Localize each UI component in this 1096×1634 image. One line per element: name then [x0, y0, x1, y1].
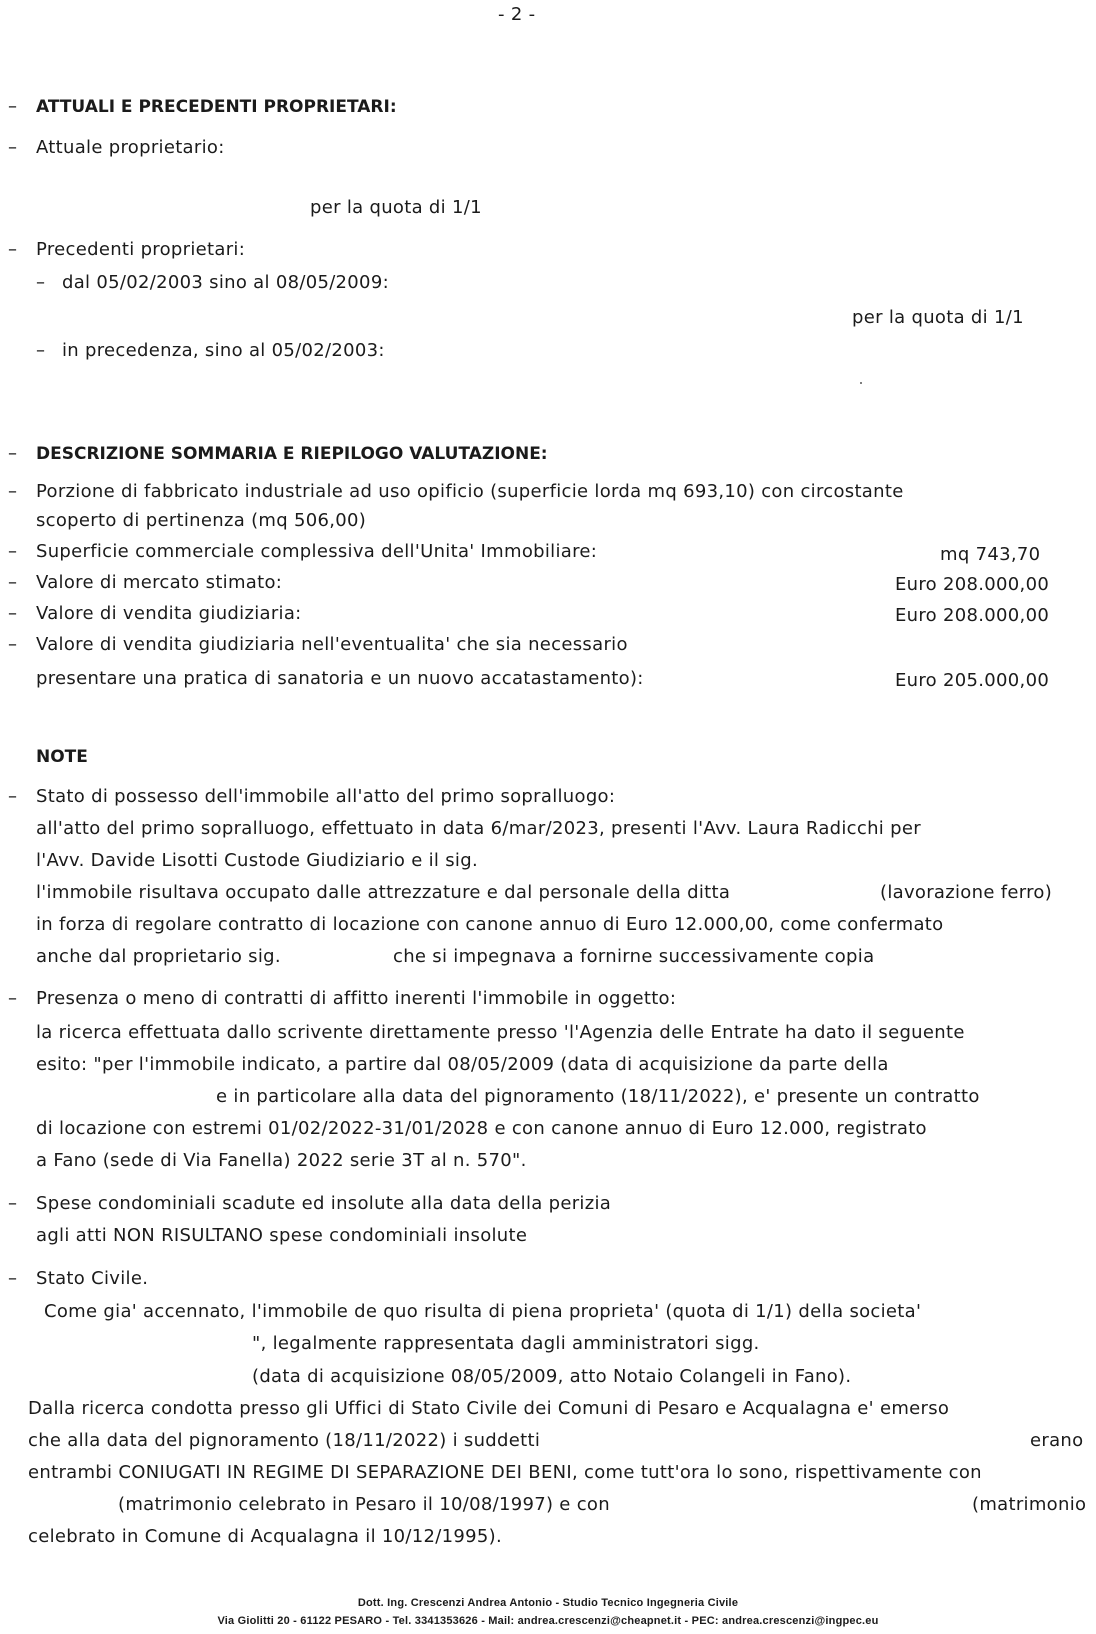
area-value: mq 743,70: [940, 544, 1041, 565]
civil-line-3: (data di acquisizione 08/05/2009, atto Notaio Colangeli in Fano).: [252, 1366, 852, 1387]
possession-line-4: in forza di regolare contratto di locazione con canone annuo di Euro 12.000,00, come confermato: [36, 914, 944, 935]
current-owner-label: Attuale proprietario:: [36, 137, 225, 158]
possession-line-5b: che si impegnava a fornirne successivamente copia: [393, 946, 875, 967]
judicial-value-2-line-1: Valore di vendita giudiziaria nell'eventualita' che sia necessario: [36, 634, 628, 655]
civil-status-label: Stato Civile.: [36, 1268, 149, 1289]
civil-line-8: celebrato in Comune di Acqualagna il 10/12/1995).: [28, 1526, 502, 1547]
lease-line-5: a Fano (sede di Via Fanella) 2022 serie 3T al n. 570".: [36, 1150, 527, 1171]
civil-line-7a: (matrimonio celebrato in Pesaro il 10/08/1997) e con: [118, 1494, 610, 1515]
owner-period-1: dal 05/02/2003 sino al 08/05/2009:: [62, 272, 389, 293]
condo-label: Spese condominiali scadute ed insolute alla data della perizia: [36, 1193, 612, 1214]
scan-speck: [860, 382, 862, 384]
possession-line-5a: anche dal proprietario sig.: [36, 946, 281, 967]
owner-period-1-share: per la quota di 1/1: [852, 307, 1024, 328]
bullet-dash: –: [8, 541, 17, 562]
bullet-dash: –: [8, 572, 17, 593]
judicial-value-2-line-2: presentare una pratica di sanatoria e un nuovo accatastamento):: [36, 668, 644, 689]
bullet-dash: –: [36, 272, 45, 293]
bullet-dash: –: [8, 239, 17, 260]
area-label: Superficie commerciale complessiva dell'Unita' Immobiliare:: [36, 541, 598, 562]
lease-line-2: esito: "per l'immobile indicato, a partire dal 08/05/2009 (data di acquisizione da parte della: [36, 1054, 889, 1075]
civil-line-5a: che alla data del pignoramento (18/11/2022) i suddetti: [28, 1430, 541, 1451]
footer-line-1: Dott. Ing. Crescenzi Andrea Antonio - Studio Tecnico Ingegneria Civile: [357, 1597, 739, 1609]
possession-line-1: all'atto del primo sopralluogo, effettuato in data 6/mar/2023, presenti l'Avv. Laura Radicchi per: [36, 818, 921, 839]
civil-line-7b: (matrimonio: [972, 1494, 1087, 1515]
lease-line-4: di locazione con estremi 01/02/2022-31/01/2028 e con canone annuo di Euro 12.000, registrato: [36, 1118, 927, 1139]
summary-heading: DESCRIZIONE SOMMARIA E RIEPILOGO VALUTAZIONE:: [36, 444, 548, 464]
bullet-dash: –: [8, 603, 17, 624]
possession-line-2: l'Avv. Davide Lisotti Custode Giudiziario e il sig.: [36, 850, 478, 871]
bullet-dash: –: [8, 443, 17, 464]
description-line-2: scoperto di pertinenza (mq 506,00): [36, 510, 367, 531]
civil-line-6: entrambi CONIUGATI IN REGIME DI SEPARAZIONE DEI BENI, come tutt'ora lo sono, rispettivamente con: [28, 1462, 982, 1483]
judicial-value: Euro 208.000,00: [895, 605, 1050, 626]
lease-line-1: la ricerca effettuata dallo scrivente direttamente presso 'l'Agenzia delle Entrate ha dato il seguente: [36, 1022, 965, 1043]
bullet-dash: –: [8, 1193, 17, 1214]
market-value-label: Valore di mercato stimato:: [36, 572, 283, 593]
bullet-dash: –: [8, 1268, 17, 1289]
market-value: Euro 208.000,00: [895, 574, 1050, 595]
bullet-dash: –: [8, 634, 17, 655]
notes-heading: NOTE: [36, 747, 88, 767]
bullet-dash: –: [8, 481, 17, 502]
bullet-dash: –: [8, 137, 17, 158]
civil-line-5b: erano: [1030, 1430, 1084, 1451]
judicial-value-label: Valore di vendita giudiziaria:: [36, 603, 302, 624]
page-number: - 2 -: [498, 4, 536, 25]
bullet-dash: –: [36, 340, 45, 361]
owner-period-2: in precedenza, sino al 05/02/2003:: [62, 340, 385, 361]
possession-line-3b: (lavorazione ferro): [880, 882, 1053, 903]
owners-heading: ATTUALI E PRECEDENTI PROPRIETARI:: [36, 97, 397, 117]
bullet-dash: –: [8, 988, 17, 1009]
description-line-1: Porzione di fabbricato industriale ad uso opificio (superficie lorda mq 693,10) con circostante: [36, 481, 904, 502]
previous-owners-label: Precedenti proprietari:: [36, 239, 246, 260]
civil-line-2: ", legalmente rappresentata dagli amministratori sigg.: [252, 1333, 760, 1354]
possession-label: Stato di possesso dell'immobile all'atto del primo sopralluogo:: [36, 786, 616, 807]
lease-line-3: e in particolare alla data del pignoramento (18/11/2022), e' presente un contratto: [216, 1086, 980, 1107]
civil-line-1: Come gia' accennato, l'immobile de quo risulta di piena proprieta' (quota di 1/1) della societa': [44, 1301, 922, 1322]
current-owner-share: per la quota di 1/1: [310, 197, 482, 218]
footer-line-2: Via Giolitti 20 - 61122 PESARO - Tel. 3341353626 - Mail: andrea.crescenzi@cheapnet.it - PEC: andrea.crescenzi@ingpec.eu: [217, 1615, 879, 1627]
judicial-value-2: Euro 205.000,00: [895, 670, 1050, 691]
civil-line-4: Dalla ricerca condotta presso gli Uffici di Stato Civile dei Comuni di Pesaro e Acqualagna e' emerso: [28, 1398, 950, 1419]
bullet-dash: –: [8, 786, 17, 807]
bullet-dash: –: [8, 96, 17, 117]
condo-line-1: agli atti NON RISULTANO spese condominiali insolute: [36, 1225, 528, 1246]
lease-label: Presenza o meno di contratti di affitto inerenti l'immobile in oggetto:: [36, 988, 677, 1009]
possession-line-3a: l'immobile risultava occupato dalle attrezzature e dal personale della ditta: [36, 882, 731, 903]
